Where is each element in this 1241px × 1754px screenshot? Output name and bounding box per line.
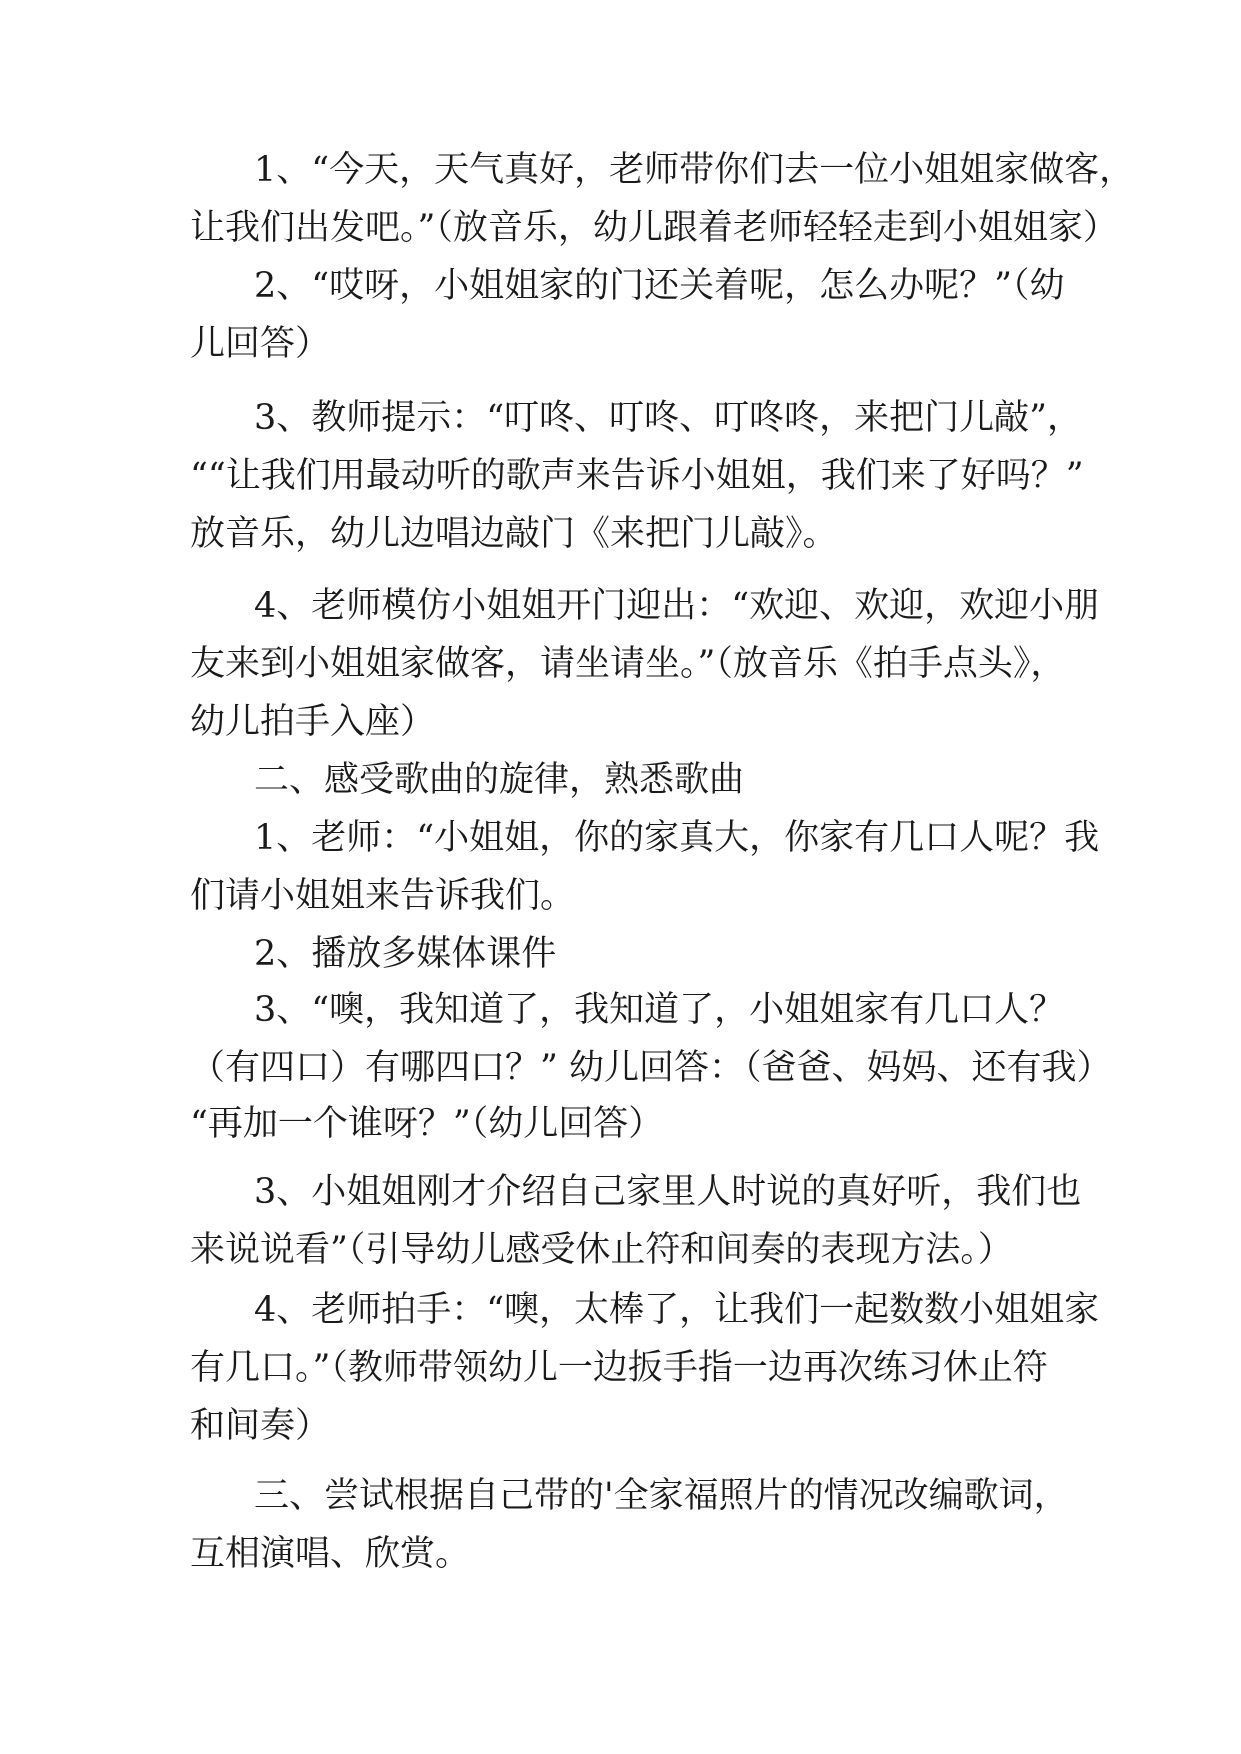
paragraph-line: 3、“噢，我知道了，我知道了，小姐姐家有几口人？ xyxy=(254,990,1065,1030)
paragraph-line: 4、老师拍手：“噢，太棒了，让我们一起数数小姐姐家 xyxy=(254,1290,1100,1330)
paragraph-line: （有四口）有哪四口？” 幼儿回答：（爸爸、妈妈、还有我） xyxy=(190,1048,1112,1088)
paragraph-line: 友来到小姐姐家做客，请坐请坐。”（放音乐《拍手点头》， xyxy=(190,644,1066,684)
paragraph-line: 3、小姐姐刚才介绍自己家里人时说的真好听，我们也 xyxy=(254,1172,1082,1212)
paragraph-line: 来说说看”（引导幼儿感受休止符和间奏的表现方法。） xyxy=(190,1230,1013,1270)
paragraph-line: 放音乐，幼儿边唱边敲门《来把门儿敲》。 xyxy=(190,514,838,554)
paragraph-line: 让我们出发吧。”（放音乐，幼儿跟着老师轻轻走到小姐姐家） xyxy=(190,208,1118,248)
paragraph-line: 互相演唱、欣赏。 xyxy=(190,1534,471,1574)
paragraph-line: 们请小姐姐来告诉我们。 xyxy=(190,876,576,916)
section-heading: 三、尝试根据自己带的'全家福照片的情况改编歌词， xyxy=(254,1476,1069,1516)
paragraph-line: 3、教师提示：“叮咚、叮咚、叮咚咚，来把门儿敲”， xyxy=(254,398,1083,438)
paragraph-line: 2、“哎呀，小姐姐家的门还关着呢，怎么办呢？”（幼 xyxy=(254,266,1065,306)
paragraph-line: 和间奏） xyxy=(190,1406,331,1446)
paragraph-line: “再加一个谁呀？”（幼儿回答） xyxy=(190,1104,664,1144)
paragraph-line: 4、老师模仿小姐姐开门迎出：“欢迎、欢迎，欢迎小朋 xyxy=(254,586,1100,626)
paragraph-line: ““让我们用最动听的歌声来告诉小姐姐，我们来了好吗？” xyxy=(190,456,1084,496)
paragraph-line: 1、老师：“小姐姐，你的家真大，你家有几口人呢？我 xyxy=(254,818,1100,858)
paragraph-line: 有几口。”（教师带领幼儿一边扳手指一边再次练习休止符 xyxy=(190,1348,1048,1388)
paragraph-line: 2、播放多媒体课件 xyxy=(254,934,557,974)
section-heading: 二、感受歌曲的旋律，熟悉歌曲 xyxy=(254,760,745,800)
paragraph-line: 儿回答） xyxy=(190,324,331,364)
paragraph-line: 幼儿拍手入座） xyxy=(190,702,436,742)
paragraph-line: 1、“今天，天气真好，老师带你们去一位小姐姐家做客， xyxy=(254,150,1135,190)
